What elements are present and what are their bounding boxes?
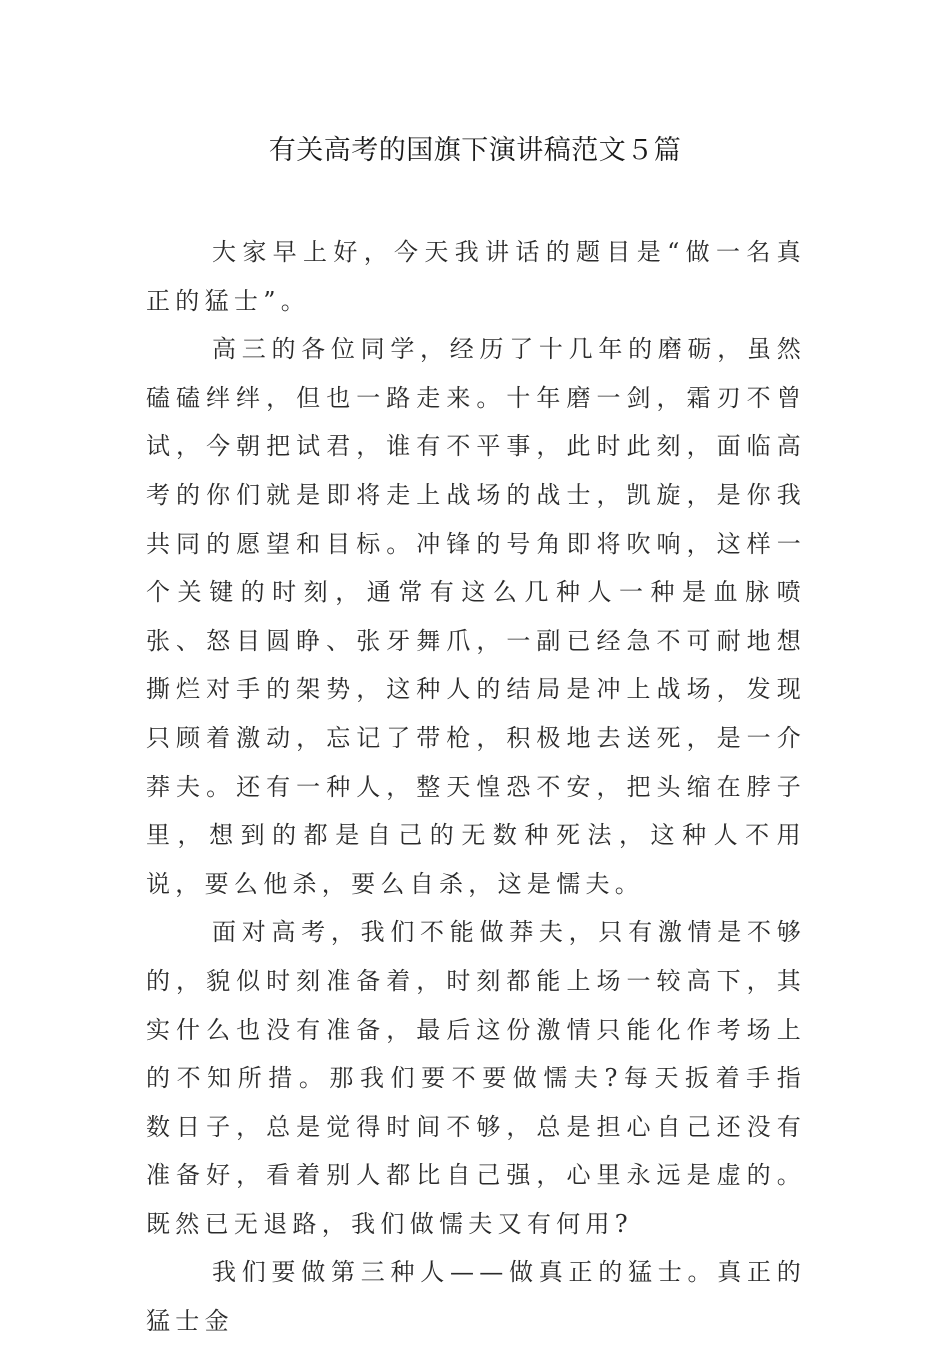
document-body xyxy=(146,228,806,1346)
paragraph-true-warrior: 我们要做第三种人——做真正的猛士。真正的猛士金 xyxy=(146,1258,806,1336)
paragraph-senior-students: 高三的各位同学，经历了十几年的磨砺，虽然磕磕绊绊，但也一路走来。十年磨一剑，霜刃不曾试，今朝把试君，谁有不平事，此时此刻，面临高考的你们就是即将走上战场的战士，凯旋，是你我共同的愿望和目标。冲锋的号角即将吹响，这样一个关键的时刻，通常有这么几种人一种是血脉喷张、怒目圆睁、张牙舞爪，一副已经急不可耐地想撕烂对手的架势，这种人的结局是冲上战场，发现只顾着激动，忘记了带枪，积极地去送死，是一介莽夫。还有一种人，整天惶恐不安，把头缩在脖子里，想到的都是自己的无数种死法，这种人不用说，要么他杀，要么自杀，这是懦夫。 xyxy=(146,335,806,898)
document-title: 有关高考的国旗下演讲稿范文５篇 xyxy=(268,135,682,166)
paragraph-facing-exam: 面对高考，我们不能做莽夫，只有激情是不够的，貌似时刻准备着，时刻都能上场一较高下，其实什么也没有准备，最后这份激情只能化作考场上的不知所措。那我们要不要做懦夫?每天扳着手指数日子，总是觉得时间不够，总是担心自己还没有准备好，看着别人都比自己强，心里永远是虚的。既然已无退路，我们做懦夫又有何用? xyxy=(146,918,806,1238)
paragraph-greeting: 大家早上好，今天我讲话的题目是“做一名真正的猛士”。 xyxy=(146,238,806,315)
